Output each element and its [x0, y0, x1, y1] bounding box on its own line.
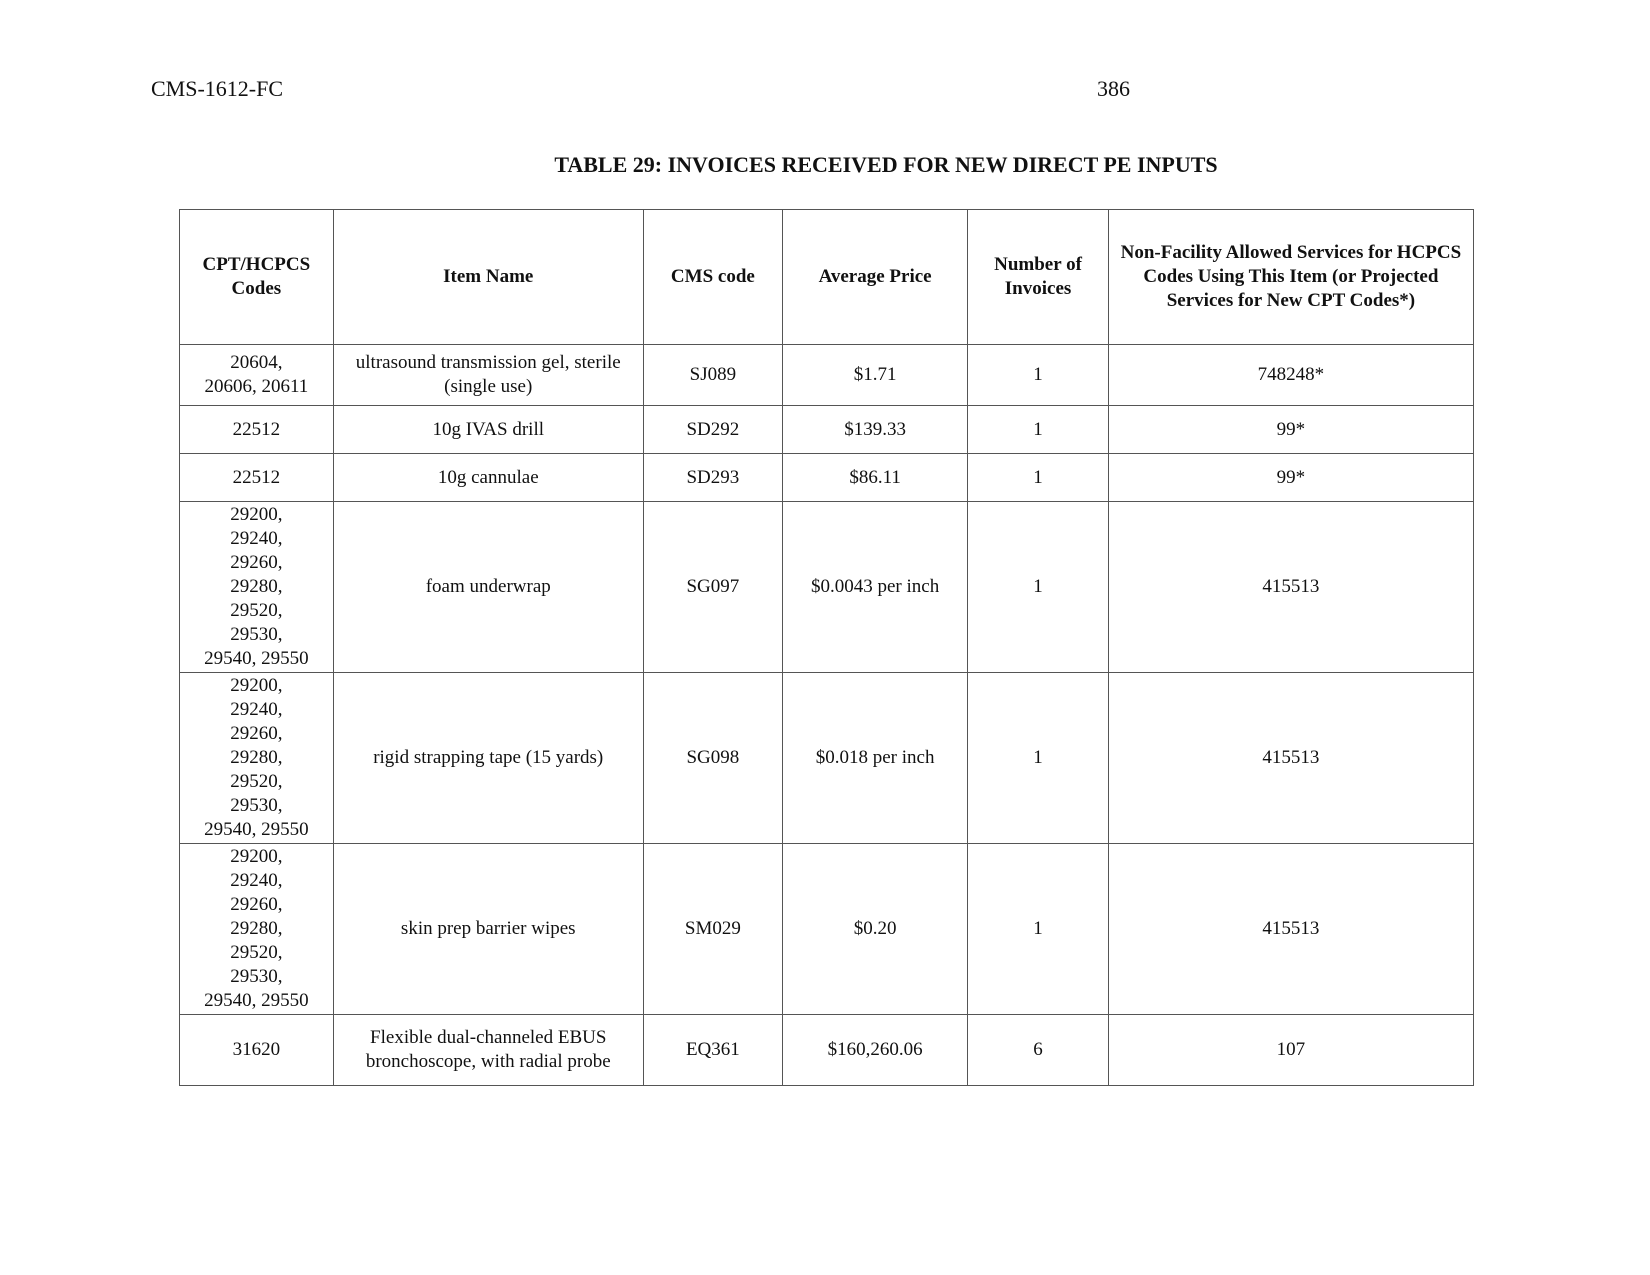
- cell-codes: 29200, 29240, 29260, 29280, 29520, 29530, 29540, 29550: [180, 673, 334, 844]
- cell-codes: 22512: [180, 454, 334, 502]
- cell-codes: 31620: [180, 1015, 334, 1086]
- cell-number-of-invoices: 6: [968, 1015, 1109, 1086]
- cell-average-price: $0.20: [782, 844, 967, 1015]
- table-row: [180, 844, 1474, 1015]
- cell-item-name: 10g IVAS drill: [333, 406, 643, 454]
- cell-codes: 20604, 20606, 20611: [180, 345, 334, 406]
- cell-number-of-invoices: 1: [968, 844, 1109, 1015]
- column-header-services: Non-Facility Allowed Services for HCPCS Codes Using This Item (or Projected Services for New CPT Codes*): [1108, 210, 1473, 345]
- table-header: [180, 210, 1474, 345]
- document-id: CMS-1612-FC: [151, 76, 284, 101]
- table-title: TABLE 29: INVOICES RECEIVED FOR NEW DIRECT PE INPUTS: [554, 152, 1218, 177]
- cell-item-name: 10g cannulae: [333, 454, 643, 502]
- cell-average-price: $1.71: [782, 345, 967, 406]
- header-row: [180, 210, 1474, 345]
- cell-services: 99*: [1108, 406, 1473, 454]
- cell-number-of-invoices: 1: [968, 673, 1109, 844]
- cell-cms-code: SD292: [643, 406, 782, 454]
- cell-cms-code: SG097: [643, 502, 782, 673]
- cell-number-of-invoices: 1: [968, 454, 1109, 502]
- column-header-average-price: Average Price: [782, 210, 967, 345]
- cell-cms-code: SG098: [643, 673, 782, 844]
- cell-item-name: ultrasound transmission gel, sterile (single use): [333, 345, 643, 406]
- cell-item-name: foam underwrap: [333, 502, 643, 673]
- cell-average-price: $86.11: [782, 454, 967, 502]
- table-body: [180, 345, 1474, 1086]
- cell-services: 415513: [1108, 673, 1473, 844]
- column-header-codes: CPT/HCPCS Codes: [180, 210, 334, 345]
- table-row: [180, 454, 1474, 502]
- cell-codes: 29200, 29240, 29260, 29280, 29520, 29530, 29540, 29550: [180, 844, 334, 1015]
- cell-codes: 29200, 29240, 29260, 29280, 29520, 29530, 29540, 29550: [180, 502, 334, 673]
- cell-number-of-invoices: 1: [968, 406, 1109, 454]
- column-header-item-name: Item Name: [333, 210, 643, 345]
- cell-average-price: $160,260.06: [782, 1015, 967, 1086]
- invoice-table: [179, 209, 1474, 1086]
- table-row: [180, 673, 1474, 844]
- cell-services: 99*: [1108, 454, 1473, 502]
- cell-item-name: Flexible dual-channeled EBUS bronchoscope, with radial probe: [333, 1015, 643, 1086]
- table-row: [180, 406, 1474, 454]
- cell-cms-code: SD293: [643, 454, 782, 502]
- table-row: [180, 345, 1474, 406]
- cell-services: 748248*: [1108, 345, 1473, 406]
- cell-services: 107: [1108, 1015, 1473, 1086]
- cell-codes: 22512: [180, 406, 334, 454]
- cell-number-of-invoices: 1: [968, 345, 1109, 406]
- cell-services: 415513: [1108, 844, 1473, 1015]
- column-header-number-of-invoices: Number of Invoices: [968, 210, 1109, 345]
- cell-number-of-invoices: 1: [968, 502, 1109, 673]
- table-row: [180, 1015, 1474, 1086]
- cell-item-name: skin prep barrier wipes: [333, 844, 643, 1015]
- page-number: 386: [1097, 76, 1130, 101]
- cell-cms-code: SJ089: [643, 345, 782, 406]
- cell-services: 415513: [1108, 502, 1473, 673]
- cell-cms-code: SM029: [643, 844, 782, 1015]
- table-row: [180, 502, 1474, 673]
- cell-average-price: $0.0043 per inch: [782, 502, 967, 673]
- cell-item-name: rigid strapping tape (15 yards): [333, 673, 643, 844]
- cell-average-price: $0.018 per inch: [782, 673, 967, 844]
- column-header-cms-code: CMS code: [643, 210, 782, 345]
- cell-cms-code: EQ361: [643, 1015, 782, 1086]
- cell-average-price: $139.33: [782, 406, 967, 454]
